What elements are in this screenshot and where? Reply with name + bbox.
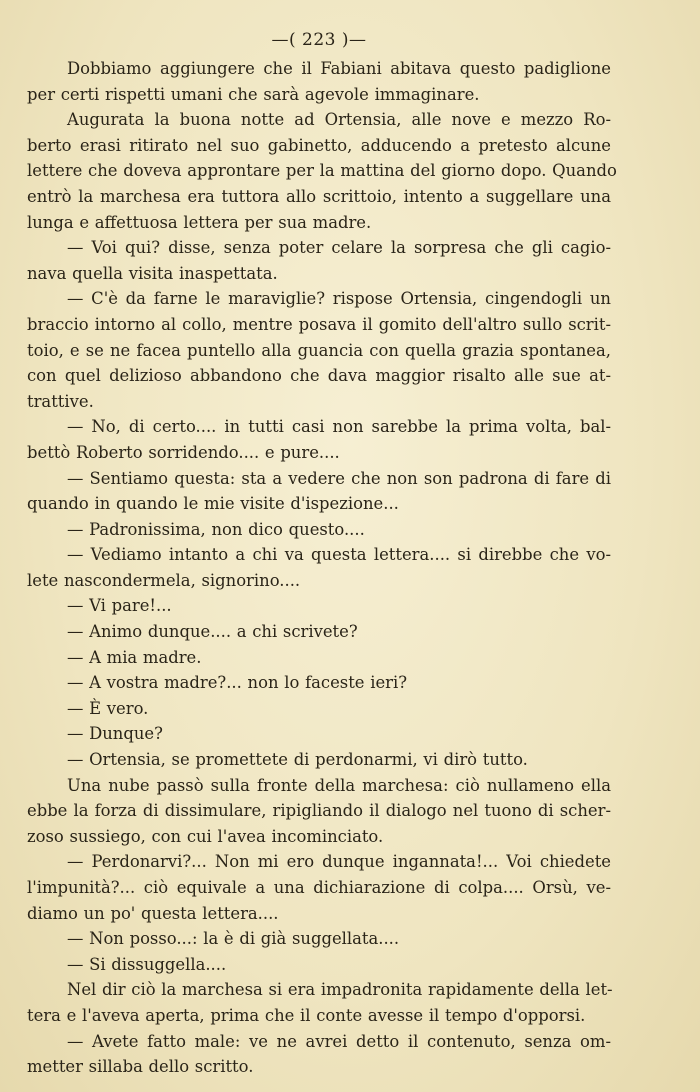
paragraph	[27, 414, 611, 465]
paragraph	[27, 619, 611, 645]
paragraph	[27, 926, 611, 952]
paragraph	[27, 286, 611, 414]
paragraph	[27, 517, 611, 543]
text-line: — Perdonarvi?... Non mi ero dunque ingannata!... Voi chiedete	[67, 852, 611, 872]
paragraph	[27, 696, 611, 722]
text-line: Dobbiamo aggiungere che il Fabiani abitava questo padiglione	[67, 59, 611, 78]
paragraph	[27, 107, 617, 235]
paragraph	[27, 773, 611, 850]
text-line: tera e l'aveva aperta, prima che il conte avesse il tempo d'opporsi.	[27, 1005, 586, 1025]
text-line: toio, e se ne facea puntello alla guancia con quella grazia spontanea,	[27, 340, 611, 360]
text-line: — A mia madre.	[67, 647, 202, 667]
text-line: ebbe la forza di dissimulare, ripigliando il dialogo nel tuono di scher-	[27, 801, 611, 821]
text-line: — È vero.	[67, 698, 149, 718]
text-line: berto erasi ritirato nel suo gabinetto, adducendo a pretesto alcune	[27, 135, 611, 155]
text-line: — Si dissuggella....	[67, 954, 227, 974]
paragraph	[27, 849, 611, 926]
text-line: Augurata la buona notte ad Ortensia, alle nove e mezzo Ro-	[67, 110, 611, 130]
text-line: lettere che doveva approntare per la mattina del giorno dopo. Quando	[27, 161, 617, 181]
text-line: Nel dir ciò la marchesa si era impadronita rapidamente della let-	[67, 980, 613, 1000]
paragraph	[27, 977, 611, 1028]
text-line: — Vediamo intanto a chi va questa lettera.... si direbbe che vo-	[67, 545, 611, 565]
paragraph	[27, 952, 611, 978]
text-line: Una nube passò sulla fronte della marchesa: ciò nullameno ella	[67, 775, 611, 795]
text-line: zoso sussiego, con cui l'avea incominciato.	[27, 826, 384, 846]
paragraph	[27, 645, 611, 671]
text-line: — Sentiamo questa: sta a vedere che non son padrona di fare di	[67, 468, 611, 488]
text-line: — A vostra madre?... non lo faceste ieri?	[67, 673, 408, 693]
text-line: — Ortensia, se promettete di perdonarmi, vi dirò tutto.	[67, 750, 528, 770]
text-line: per certi rispetti umani che sarà agevole immaginare.	[27, 84, 480, 104]
text-line: diamo un po' questa lettera....	[27, 903, 279, 923]
paragraph	[27, 721, 611, 747]
paragraph	[27, 56, 611, 107]
text-line: — C'è da farne le maraviglie? rispose Ortensia, cingendogli un	[67, 289, 611, 309]
text-line: l'impunità?... ciò equivale a una dichiarazione di colpa.... Orsù, ve-	[27, 878, 611, 897]
page-text	[27, 56, 617, 1080]
text-line: braccio intorno al collo, mentre posava il gomito dell'altro sullo scrit-	[27, 314, 611, 334]
text-line: con quel delizioso abbandono che dava maggior risalto alle sue at-	[27, 366, 611, 386]
paragraph	[27, 542, 611, 593]
text-line: trattive.	[27, 391, 94, 411]
text-line: — Voi qui? disse, senza poter celare la sorpresa che gli cagio-	[67, 238, 611, 258]
paragraph	[27, 747, 611, 773]
text-line: metter sillaba dello scritto.	[27, 1057, 254, 1077]
text-line: — Avete fatto male: ve ne avrei detto il contenuto, senza om-	[67, 1031, 611, 1051]
text-line: — Dunque?	[67, 724, 163, 744]
paragraph	[27, 670, 611, 696]
text-line: lunga e affettuosa lettera per sua madre.	[27, 212, 372, 232]
paragraph	[27, 593, 611, 619]
text-line: quando in quando le mie visite d'ispezione...	[27, 494, 399, 514]
paragraph	[27, 1029, 611, 1080]
text-line: bettò Roberto sorridendo.... e pure....	[27, 442, 340, 462]
book-page	[27, 30, 617, 1080]
text-line: entrò la marchesa era tuttora allo scrittoio, intento a suggellare una	[27, 186, 611, 206]
text-line: — Vi pare!...	[67, 596, 172, 616]
text-line: — No, di certo.... in tutti casi non sarebbe la prima volta, bal-	[67, 417, 611, 437]
paragraph	[27, 235, 611, 286]
page-number: —( 223 )—	[271, 30, 367, 50]
text-line: lete nascondermela, signorino....	[27, 570, 301, 590]
text-line: — Animo dunque.... a chi scrivete?	[67, 622, 358, 642]
paragraph	[27, 466, 611, 517]
text-line: nava quella visita inaspettata.	[27, 263, 278, 283]
text-line: — Non posso...: la è di già suggellata....	[67, 929, 400, 949]
text-line: — Padronissima, non dico questo....	[67, 519, 365, 539]
